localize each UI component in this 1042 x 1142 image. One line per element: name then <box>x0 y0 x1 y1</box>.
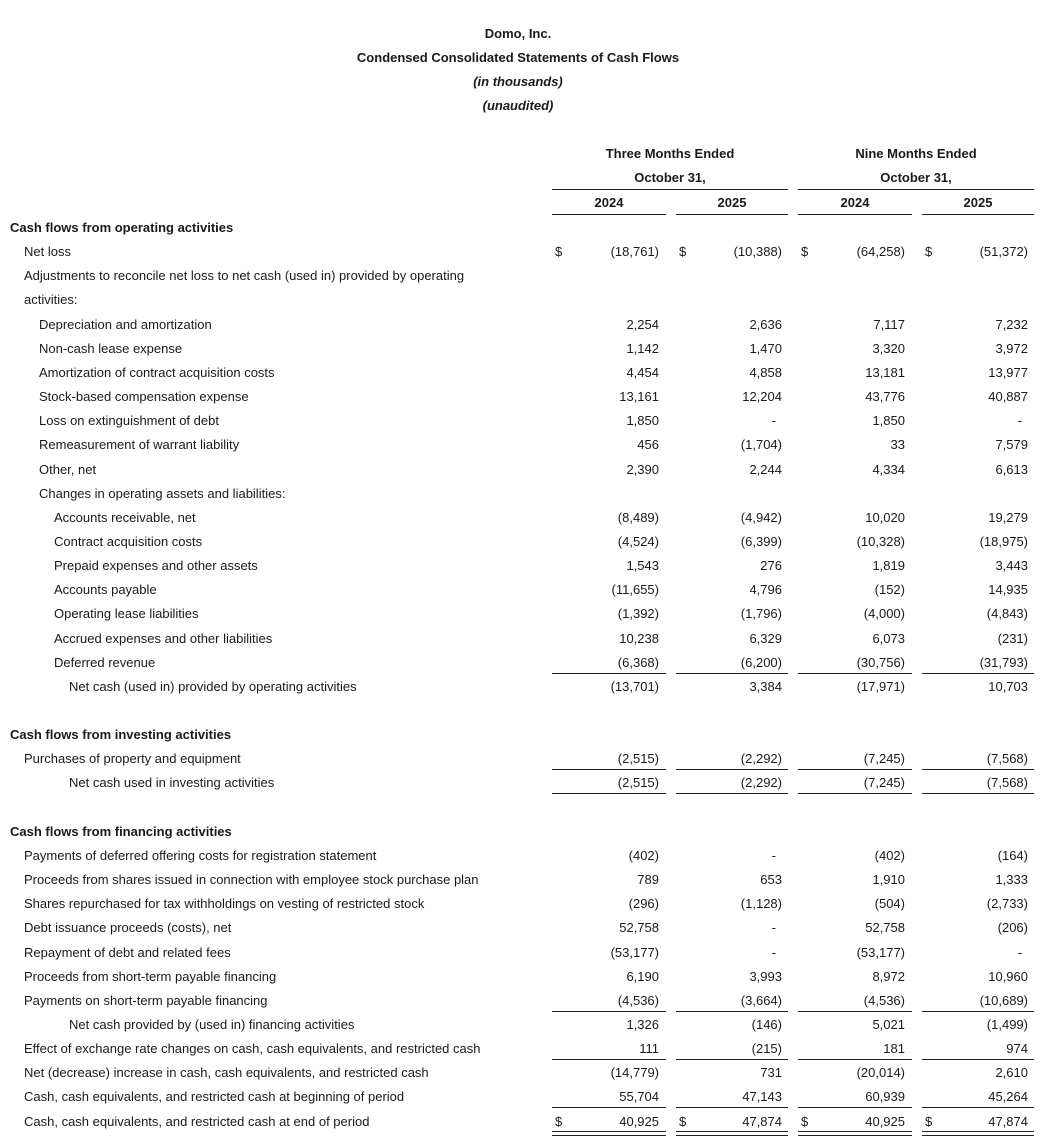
subtotal-rule <box>552 1059 666 1060</box>
value-cell: 60,939 <box>865 1089 905 1104</box>
row-label: Shares repurchased for tax withholdings on vesting of restricted stock <box>24 896 425 911</box>
section-header-row <box>0 820 1042 844</box>
row-label: Stock-based compensation expense <box>39 389 249 404</box>
value-cell: (402) <box>874 848 905 863</box>
value-cell: 276 <box>760 558 782 573</box>
total-double-rule <box>676 1131 788 1136</box>
col-group-three-months-sub: October 31, <box>634 170 706 185</box>
value-cell: (53,177) <box>610 945 659 960</box>
value-cell: (1,499) <box>986 1017 1028 1032</box>
value-cell: (4,524) <box>617 534 659 549</box>
value-cell: (18,975) <box>979 534 1028 549</box>
table-row <box>0 240 1042 264</box>
value-cell: (2,733) <box>986 896 1028 911</box>
value-cell: (3,664) <box>740 993 782 1008</box>
value-cell: (4,000) <box>863 606 905 621</box>
subtotal-rule <box>798 1011 912 1012</box>
table-row <box>0 1085 1042 1109</box>
value-cell: (1,796) <box>740 606 782 621</box>
table-row <box>0 844 1042 868</box>
table-row <box>0 458 1042 482</box>
row-label: Depreciation and amortization <box>39 317 212 332</box>
row-label: Net cash (used in) provided by operating activities <box>69 679 357 694</box>
row-label: Repayment of debt and related fees <box>24 945 231 960</box>
table-row <box>0 337 1042 361</box>
value-cell: (215) <box>751 1041 782 1056</box>
currency-symbol: $ <box>801 244 809 259</box>
table-row <box>0 264 1042 288</box>
units-note: (in thousands) <box>473 74 563 89</box>
currency-symbol: $ <box>679 244 687 259</box>
value-cell: 45,264 <box>988 1089 1028 1104</box>
value-cell: 10,238 <box>619 631 659 646</box>
company-name: Domo, Inc. <box>484 26 552 41</box>
section-header-row <box>0 216 1042 240</box>
subtotal-rule <box>676 1059 788 1060</box>
currency-symbol: $ <box>925 1114 933 1129</box>
table-row <box>0 433 1042 457</box>
value-cell: 7,232 <box>995 317 1028 332</box>
row-label: Contract acquisition costs <box>54 534 203 549</box>
subtotal-rule <box>552 1011 666 1012</box>
value-cell: 47,143 <box>742 1089 782 1104</box>
value-cell: (17,971) <box>856 679 905 694</box>
value-cell: (10,328) <box>856 534 905 549</box>
col-group-nine-months: Nine Months Ended <box>855 146 977 161</box>
row-label: Purchases of property and equipment <box>24 751 241 766</box>
table-row <box>0 1037 1042 1061</box>
value-cell: 40,925 <box>619 1114 659 1129</box>
total-double-rule <box>552 1131 666 1136</box>
value-cell: 8,972 <box>872 969 905 984</box>
value-cell: - <box>771 413 776 428</box>
value-cell: 3,972 <box>995 341 1028 356</box>
value-cell: 974 <box>1006 1041 1028 1056</box>
col-year: 2024 <box>594 195 624 210</box>
table-row <box>0 965 1042 989</box>
row-label: Accounts payable <box>54 582 157 597</box>
value-cell: (2,292) <box>740 775 782 790</box>
currency-symbol: $ <box>555 1114 563 1129</box>
subtotal-rule <box>922 1059 1034 1060</box>
value-cell: 2,610 <box>995 1065 1028 1080</box>
row-label: Proceeds from shares issued in connection with employee stock purchase plan <box>24 872 479 887</box>
value-cell: 40,925 <box>865 1114 905 1129</box>
row-label: Adjustments to reconcile net loss to net cash (used in) provided by operating <box>24 268 465 283</box>
value-cell: 10,960 <box>988 969 1028 984</box>
table-row <box>0 941 1042 965</box>
value-cell: 4,334 <box>872 462 905 477</box>
value-cell: (6,399) <box>740 534 782 549</box>
value-cell: 7,579 <box>995 437 1028 452</box>
section-header-row <box>0 723 1042 747</box>
value-cell: (402) <box>628 848 659 863</box>
value-cell: - <box>1017 413 1022 428</box>
subtotal-rule <box>676 673 788 674</box>
currency-symbol: $ <box>801 1114 809 1129</box>
col-group-rule <box>798 189 1034 190</box>
value-cell: 47,874 <box>988 1114 1028 1129</box>
value-cell: (10,689) <box>979 993 1028 1008</box>
row-label: Payments of deferred offering costs for registration statement <box>24 848 377 863</box>
value-cell: 6,073 <box>872 631 905 646</box>
value-cell: 731 <box>760 1065 782 1080</box>
section-title: Cash flows from financing activities <box>10 824 232 839</box>
value-cell: 4,858 <box>749 365 782 380</box>
value-cell: 13,181 <box>865 365 905 380</box>
value-cell: 789 <box>637 872 659 887</box>
value-cell: 653 <box>760 872 782 887</box>
value-cell: 7,117 <box>873 317 905 332</box>
subtotal-rule <box>798 769 912 770</box>
subtotal-rule <box>922 769 1034 770</box>
row-label: Loss on extinguishment of debt <box>39 413 219 428</box>
subtotal-rule <box>798 793 912 794</box>
subtotal-rule <box>676 1107 788 1108</box>
value-cell: 1,850 <box>626 413 659 428</box>
value-cell: - <box>771 920 776 935</box>
table-row <box>0 1061 1042 1085</box>
value-cell: 47,874 <box>742 1114 782 1129</box>
value-cell: (20,014) <box>856 1065 905 1080</box>
currency-symbol: $ <box>679 1114 687 1129</box>
value-cell: 13,977 <box>988 365 1028 380</box>
subtotal-rule <box>922 1107 1034 1108</box>
value-cell: 55,704 <box>619 1089 659 1104</box>
value-cell: (13,701) <box>610 679 659 694</box>
table-row <box>0 506 1042 530</box>
value-cell: (2,292) <box>740 751 782 766</box>
col-group-nine-months-sub: October 31, <box>880 170 952 185</box>
value-cell: 3,993 <box>749 969 782 984</box>
value-cell: 13,161 <box>619 389 659 404</box>
value-cell: (2,515) <box>617 775 659 790</box>
value-cell: 52,758 <box>619 920 659 935</box>
audit-note: (unaudited) <box>482 98 554 113</box>
value-cell: (2,515) <box>617 751 659 766</box>
row-label: Other, net <box>39 462 97 477</box>
value-cell: (7,568) <box>986 775 1028 790</box>
value-cell: 43,776 <box>865 389 905 404</box>
value-cell: 6,613 <box>995 462 1028 477</box>
value-cell: 2,244 <box>749 462 782 477</box>
value-cell: (31,793) <box>979 655 1028 670</box>
value-cell: 12,204 <box>742 389 782 404</box>
table-row <box>0 361 1042 385</box>
value-cell: (4,843) <box>986 606 1028 621</box>
subtotal-rule <box>552 793 666 794</box>
table-row <box>0 868 1042 892</box>
row-label: Prepaid expenses and other assets <box>54 558 258 573</box>
value-cell: (296) <box>628 896 659 911</box>
subtotal-rule <box>798 1059 912 1060</box>
row-label: Net cash provided by (used in) financing activities <box>69 1017 355 1032</box>
subtotal-rule <box>676 769 788 770</box>
col-year: 2024 <box>840 195 870 210</box>
total-double-rule <box>922 1131 1034 1136</box>
value-cell: - <box>1017 945 1022 960</box>
value-cell: (1,392) <box>617 606 659 621</box>
row-label: Net loss <box>24 244 71 259</box>
subtotal-rule <box>676 1011 788 1012</box>
col-year-rule <box>676 214 788 215</box>
table-row <box>0 771 1042 795</box>
value-cell: 181 <box>883 1041 905 1056</box>
table-row <box>0 530 1042 554</box>
value-cell: (10,388) <box>733 244 782 259</box>
currency-symbol: $ <box>555 244 563 259</box>
value-cell: 10,703 <box>988 679 1028 694</box>
row-label: Cash, cash equivalents, and restricted cash at end of period <box>24 1114 370 1129</box>
value-cell: 52,758 <box>865 920 905 935</box>
row-label: Deferred revenue <box>54 655 156 670</box>
table-row <box>0 675 1042 699</box>
col-year-rule <box>922 214 1034 215</box>
subtotal-rule <box>552 673 666 674</box>
row-label: Accounts receivable, net <box>54 510 196 525</box>
value-cell: 1,142 <box>626 341 659 356</box>
value-cell: (231) <box>997 631 1028 646</box>
col-group-rule <box>552 189 788 190</box>
table-row <box>0 482 1042 506</box>
value-cell: 1,819 <box>872 558 905 573</box>
table-row <box>0 916 1042 940</box>
value-cell: (6,200) <box>740 655 782 670</box>
table-row <box>0 747 1042 771</box>
subtotal-rule <box>552 1107 666 1108</box>
value-cell: (11,655) <box>611 582 659 597</box>
value-cell: (51,372) <box>979 244 1028 259</box>
table-row <box>0 989 1042 1013</box>
value-cell: 4,454 <box>626 365 659 380</box>
value-cell: 1,333 <box>995 872 1028 887</box>
row-label: Proceeds from short-term payable financing <box>24 969 277 984</box>
blank-row <box>0 796 1042 820</box>
table-row <box>0 554 1042 578</box>
value-cell: (164) <box>997 848 1028 863</box>
row-label: Accrued expenses and other liabilities <box>54 631 273 646</box>
subtotal-rule <box>798 673 912 674</box>
table-row <box>0 627 1042 651</box>
value-cell: (53,177) <box>856 945 905 960</box>
value-cell: (1,128) <box>740 896 782 911</box>
value-cell: 1,910 <box>872 872 905 887</box>
value-cell: 5,021 <box>872 1017 905 1032</box>
value-cell: 1,850 <box>872 413 905 428</box>
value-cell: 3,443 <box>995 558 1028 573</box>
value-cell: (4,942) <box>740 510 782 525</box>
value-cell: 40,887 <box>988 389 1028 404</box>
row-label: Cash, cash equivalents, and restricted cash at beginning of period <box>24 1089 405 1104</box>
value-cell: (7,245) <box>863 751 905 766</box>
value-cell: (146) <box>751 1017 782 1032</box>
col-year-rule <box>798 214 912 215</box>
value-cell: 456 <box>637 437 659 452</box>
row-label: Changes in operating assets and liabilities: <box>39 486 286 501</box>
value-cell: 2,390 <box>626 462 659 477</box>
value-cell: (64,258) <box>856 244 905 259</box>
value-cell: (6,368) <box>617 655 659 670</box>
subtotal-rule <box>922 1011 1034 1012</box>
subtotal-rule <box>922 673 1034 674</box>
subtotal-rule <box>922 793 1034 794</box>
value-cell: 4,796 <box>749 582 782 597</box>
row-label: Net cash used in investing activities <box>69 775 275 790</box>
value-cell: - <box>771 945 776 960</box>
row-label: Operating lease liabilities <box>54 606 199 621</box>
table-row <box>0 288 1042 312</box>
value-cell: 19,279 <box>988 510 1028 525</box>
value-cell: 111 <box>639 1041 659 1056</box>
value-cell: (30,756) <box>856 655 905 670</box>
table-row <box>0 409 1042 433</box>
blank-row <box>0 699 1042 723</box>
value-cell: (152) <box>874 582 905 597</box>
row-label: Effect of exchange rate changes on cash, cash equivalents, and restricted cash <box>24 1041 481 1056</box>
total-double-rule <box>798 1131 912 1136</box>
value-cell: (504) <box>874 896 905 911</box>
currency-symbol: $ <box>925 244 933 259</box>
table-row <box>0 1013 1042 1037</box>
value-cell: (14,779) <box>610 1065 659 1080</box>
value-cell: 1,543 <box>626 558 659 573</box>
value-cell: 3,320 <box>872 341 905 356</box>
value-cell: 1,326 <box>626 1017 659 1032</box>
table-row <box>0 313 1042 337</box>
subtotal-rule <box>798 1107 912 1108</box>
col-year-rule <box>552 214 666 215</box>
col-group-three-months: Three Months Ended <box>605 146 735 161</box>
row-label: Remeasurement of warrant liability <box>39 437 240 452</box>
value-cell: 2,636 <box>749 317 782 332</box>
table-row <box>0 602 1042 626</box>
row-label: Debt issuance proceeds (costs), net <box>24 920 232 935</box>
value-cell: - <box>771 848 776 863</box>
subtotal-rule <box>676 793 788 794</box>
row-label: Payments on short-term payable financing <box>24 993 268 1008</box>
table-row <box>0 1110 1042 1134</box>
value-cell: 2,254 <box>626 317 659 332</box>
row-label: activities: <box>24 292 78 307</box>
value-cell: 14,935 <box>988 582 1028 597</box>
value-cell: (4,536) <box>617 993 659 1008</box>
value-cell: (8,489) <box>617 510 659 525</box>
table-row <box>0 578 1042 602</box>
value-cell: 6,190 <box>626 969 659 984</box>
table-row <box>0 385 1042 409</box>
value-cell: (7,245) <box>863 775 905 790</box>
statement-title: Condensed Consolidated Statements of Cash Flows <box>356 50 680 65</box>
value-cell: 6,329 <box>749 631 782 646</box>
col-year: 2025 <box>963 195 993 210</box>
value-cell: 1,470 <box>749 341 782 356</box>
row-label: Net (decrease) increase in cash, cash equivalents, and restricted cash <box>24 1065 429 1080</box>
row-label: Amortization of contract acquisition costs <box>39 365 275 380</box>
value-cell: (4,536) <box>863 993 905 1008</box>
section-title: Cash flows from investing activities <box>10 727 232 742</box>
section-title: Cash flows from operating activities <box>10 220 234 235</box>
value-cell: 3,384 <box>749 679 782 694</box>
value-cell: (1,704) <box>740 437 782 452</box>
table-row <box>0 651 1042 675</box>
value-cell: 33 <box>890 437 905 452</box>
value-cell: (206) <box>997 920 1028 935</box>
value-cell: (18,761) <box>610 244 659 259</box>
table-row <box>0 892 1042 916</box>
subtotal-rule <box>552 769 666 770</box>
value-cell: 10,020 <box>865 510 905 525</box>
value-cell: (7,568) <box>986 751 1028 766</box>
row-label: Non-cash lease expense <box>39 341 183 356</box>
col-year: 2025 <box>717 195 747 210</box>
